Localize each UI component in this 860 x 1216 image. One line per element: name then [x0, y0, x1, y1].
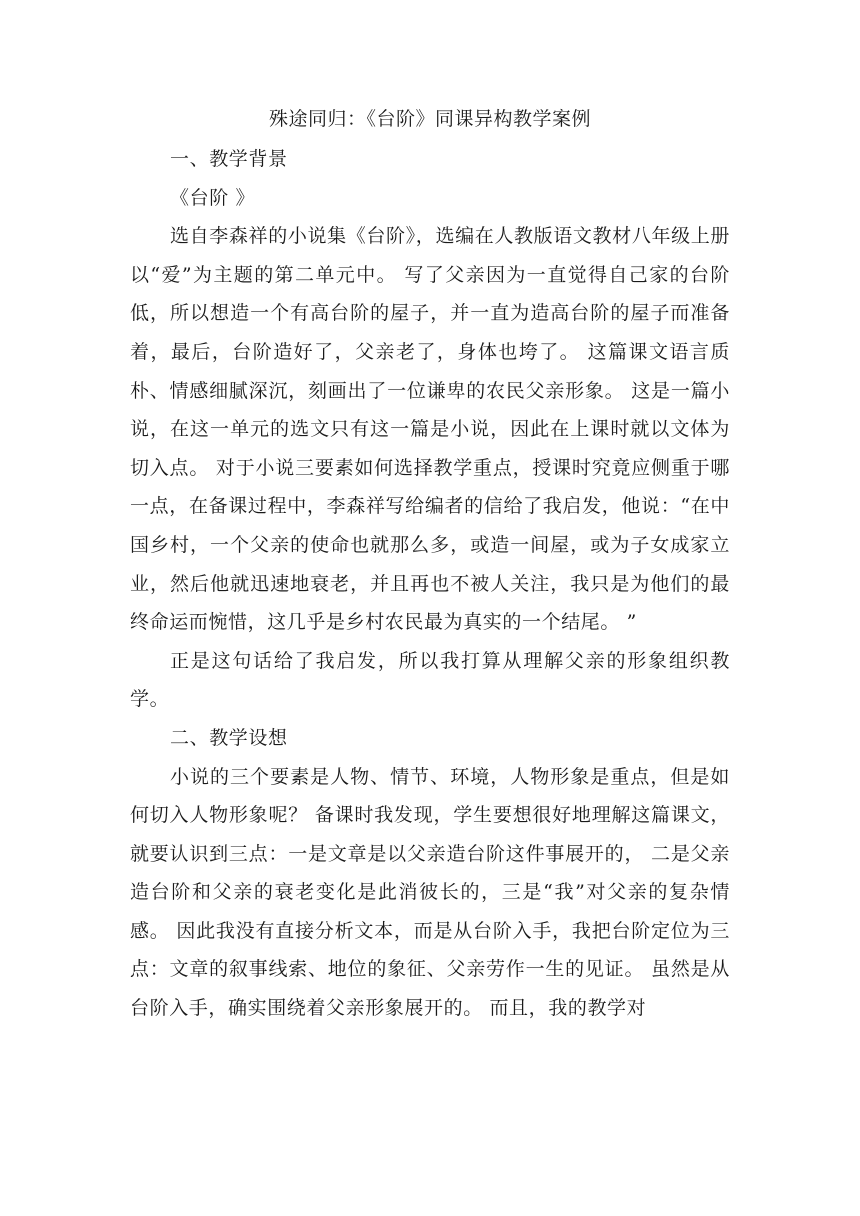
paragraph-design: 小说的三个要素是人物、情节、环境，人物形象是重点，但是如何切入人物形象呢？ 备课时我发现，学生要想很好地理解这篇课文，就要认识到三点：一是文章是以父亲造台阶这件事展开的， 二是父亲造台阶和父亲的衰老变化是此消彼长的，三是“我”对父亲的复杂情感。 因此我没有直接分析文本，而是从台阶入手，我把台阶定位为三点：文章的叙事线索、地位的象征、父亲劳作一生的见证。 虽然是从台阶入手，确实围绕着父亲形象展开的。 而且，我的教学对	[130, 765, 730, 1020]
section-heading-background: 一、教学背景	[170, 148, 288, 170]
paragraph-inspiration: 正是这句话给了我启发，所以我打算从理解父亲的形象组织教学。	[130, 649, 730, 711]
section-heading-design: 二、教学设想	[170, 726, 288, 749]
document-title: 殊途同归：《台阶》同课异构教学案例	[268, 108, 591, 130]
document-body	[130, 140, 730, 1028]
text-title-label: 《台阶 》	[170, 186, 256, 209]
paragraph-background-intro: 选自李森祥的小说集《台阶》，选编在人教版语文教材八年级上册以“爱”为主题的第二单元中。 写了父亲因为一直觉得自己家的台阶低，所以想造一个有高台阶的屋子，并一直为造高台阶的屋子而准备着，最后，台阶造好了，父亲老了，身体也垮了。 这篇课文语言质朴、情感细腻深沉，刻画出了一位谦卑的农民父亲形象。 这是一篇小说，在这一单元的选文只有这一篇是小说，因此在上课时就以文体为切入点。 对于小说三要素如何选择教学重点，授课时究竟应侧重于哪一点，在备课过程中，李森祥写给编者的信给了我启发，他说：“在中国乡村，一个父亲的使命也就那么多，或造一间屋，或为子女成家立业，然后他就迅速地衰老，并且再也不被人关注，我只是为他们的最终命运而惋惜，这几乎是乡村农民最为真实的一个结尾。 ”	[130, 225, 730, 634]
